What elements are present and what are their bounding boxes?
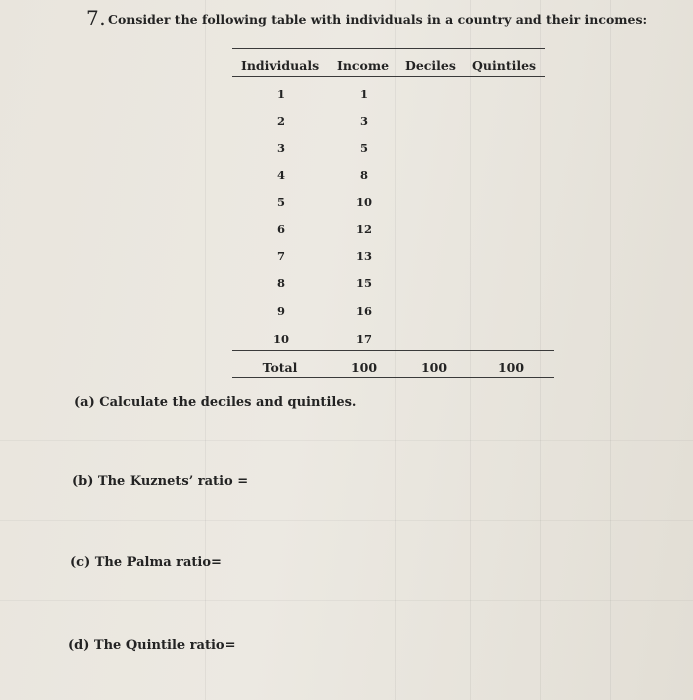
header-individuals: Individuals (241, 58, 320, 73)
cell-income: 16 (355, 304, 372, 318)
total-income: 100 (350, 360, 378, 375)
question-number: 7. (86, 6, 107, 30)
cell-income: 1 (359, 87, 368, 101)
table-header-rule (232, 76, 545, 77)
cell-individual: 6 (276, 222, 285, 236)
paper-bleed-line (0, 440, 693, 441)
cell-individual: 2 (276, 114, 285, 128)
paper-bleed-line (610, 0, 611, 700)
paper-bleed-line (205, 0, 206, 700)
cell-income: 12 (355, 222, 372, 236)
part-c-text: (c) The Palma ratio= (70, 555, 222, 570)
cell-income: 13 (355, 249, 372, 263)
total-deciles: 100 (420, 360, 448, 375)
cell-individual: 9 (276, 304, 285, 318)
cell-individual: 10 (272, 332, 289, 346)
cell-individual: 1 (276, 87, 285, 101)
cell-income: 10 (355, 195, 372, 209)
cell-income: 8 (359, 168, 368, 182)
part-a-text: (a) Calculate the deciles and quintiles. (74, 395, 357, 410)
cell-income: 3 (359, 114, 368, 128)
header-quintiles: Quintiles (472, 58, 537, 73)
cell-income: 15 (355, 276, 372, 290)
cell-individual: 8 (276, 276, 285, 290)
table-bottom-rule (232, 377, 554, 378)
cell-individual: 4 (276, 168, 285, 182)
header-income: Income (337, 58, 390, 73)
part-b-text: (b) The Kuznets’ ratio = (72, 474, 249, 489)
total-label: Total (262, 360, 298, 375)
total-quintiles: 100 (497, 360, 525, 375)
table-total-rule (232, 350, 554, 351)
cell-income: 5 (359, 141, 368, 155)
paper-bleed-line (0, 600, 693, 601)
question-text: Consider the following table with individuals in a country and their incomes: (108, 12, 648, 27)
paper-bleed-line (0, 520, 693, 521)
table-top-rule (232, 48, 545, 49)
cell-individual: 3 (276, 141, 285, 155)
header-deciles: Deciles (405, 58, 456, 73)
cell-income: 17 (355, 332, 372, 346)
cell-individual: 5 (276, 195, 285, 209)
part-d-text: (d) The Quintile ratio= (68, 638, 236, 653)
cell-individual: 7 (276, 249, 285, 263)
